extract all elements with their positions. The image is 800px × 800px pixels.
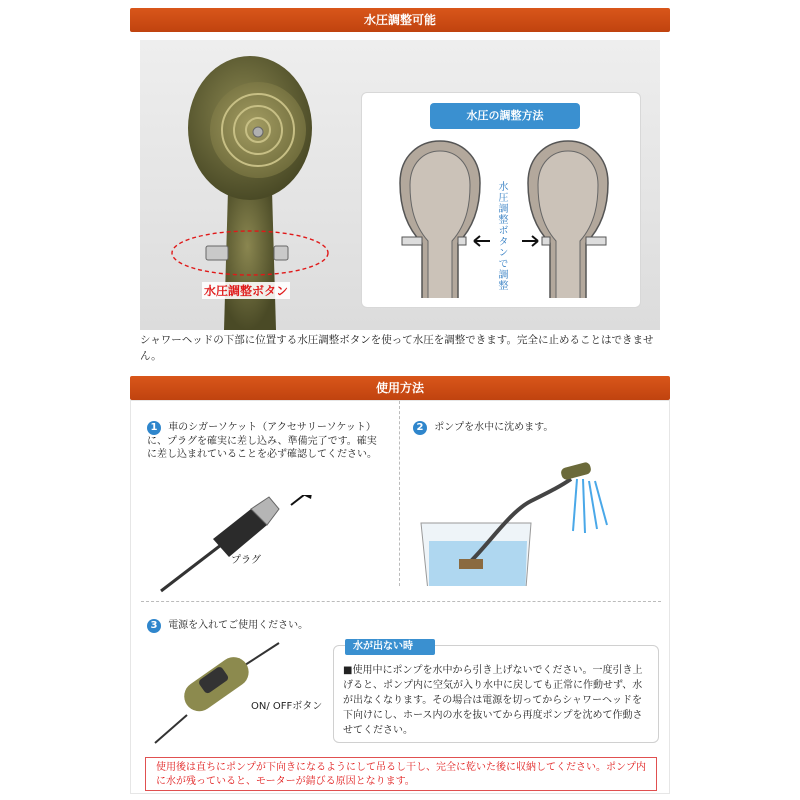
step-3-text: 電源を入れてご使用ください。 <box>168 620 309 631</box>
pump-in-water-image <box>411 441 651 586</box>
usage-body <box>130 400 670 794</box>
section-banner: 水圧調整可能 <box>130 8 670 32</box>
power-switch-image <box>147 635 287 745</box>
divider <box>141 601 661 602</box>
divider <box>399 401 400 586</box>
howto-card <box>361 92 641 308</box>
switch-label: ON/ OFFボタン <box>251 701 323 712</box>
howto-title: 水圧の調整方法 <box>430 103 580 129</box>
section-banner: 使用方法 <box>130 376 670 400</box>
pressure-description: シャワーヘッドの下部に位置する水圧調整ボタンを使って水圧を調整できます。完全に止めることはできません。 <box>140 334 654 362</box>
no-water-title: 水が出ない時は･･･ <box>345 639 435 655</box>
cigar-plug-image <box>151 495 321 595</box>
step-number: 3 <box>147 619 161 633</box>
storage-warning: 使用後は直ちにポンプが下向きになるようにして吊るし干し、完全に乾いた後に収納してください。ポンプ内に水が残っていると、モーターが錆びる原因となります。 <box>145 757 657 791</box>
adjust-vertical-label: 水圧調整ボタンで調整 <box>496 181 507 291</box>
step-1 <box>147 421 377 461</box>
plug-label: プラグ <box>231 555 261 566</box>
step-number: 2 <box>413 421 427 435</box>
step-number: 1 <box>147 421 161 435</box>
no-water-text: ■使用中にポンプを水中から引き上げないでください。一度引き上げると、ポンプ内に空気が入り水中に戻しても正常に作動せず、水が出なくなります。その場合は電源を切ってからシャワーヘッドを下向けにし、ホース内の水を抜いてから再度ポンプを沈めて作動させてください。 <box>343 665 643 736</box>
pressure-button-label: 水圧調整ボタン <box>204 284 289 298</box>
usage-section <box>130 376 670 794</box>
step-3 <box>147 619 377 633</box>
step-1-text: 車のシガーソケット（アクセサリーソケット）に、プラグを確実に差し込み、準備完了です。確実に差し込まれていることを必ず確認してください。 <box>147 422 377 460</box>
step-2 <box>413 421 653 435</box>
step-2-text: ポンプを水中に沈めます。 <box>434 422 554 433</box>
water-pressure-section <box>130 8 670 364</box>
shower-head-photo-area <box>140 40 660 330</box>
